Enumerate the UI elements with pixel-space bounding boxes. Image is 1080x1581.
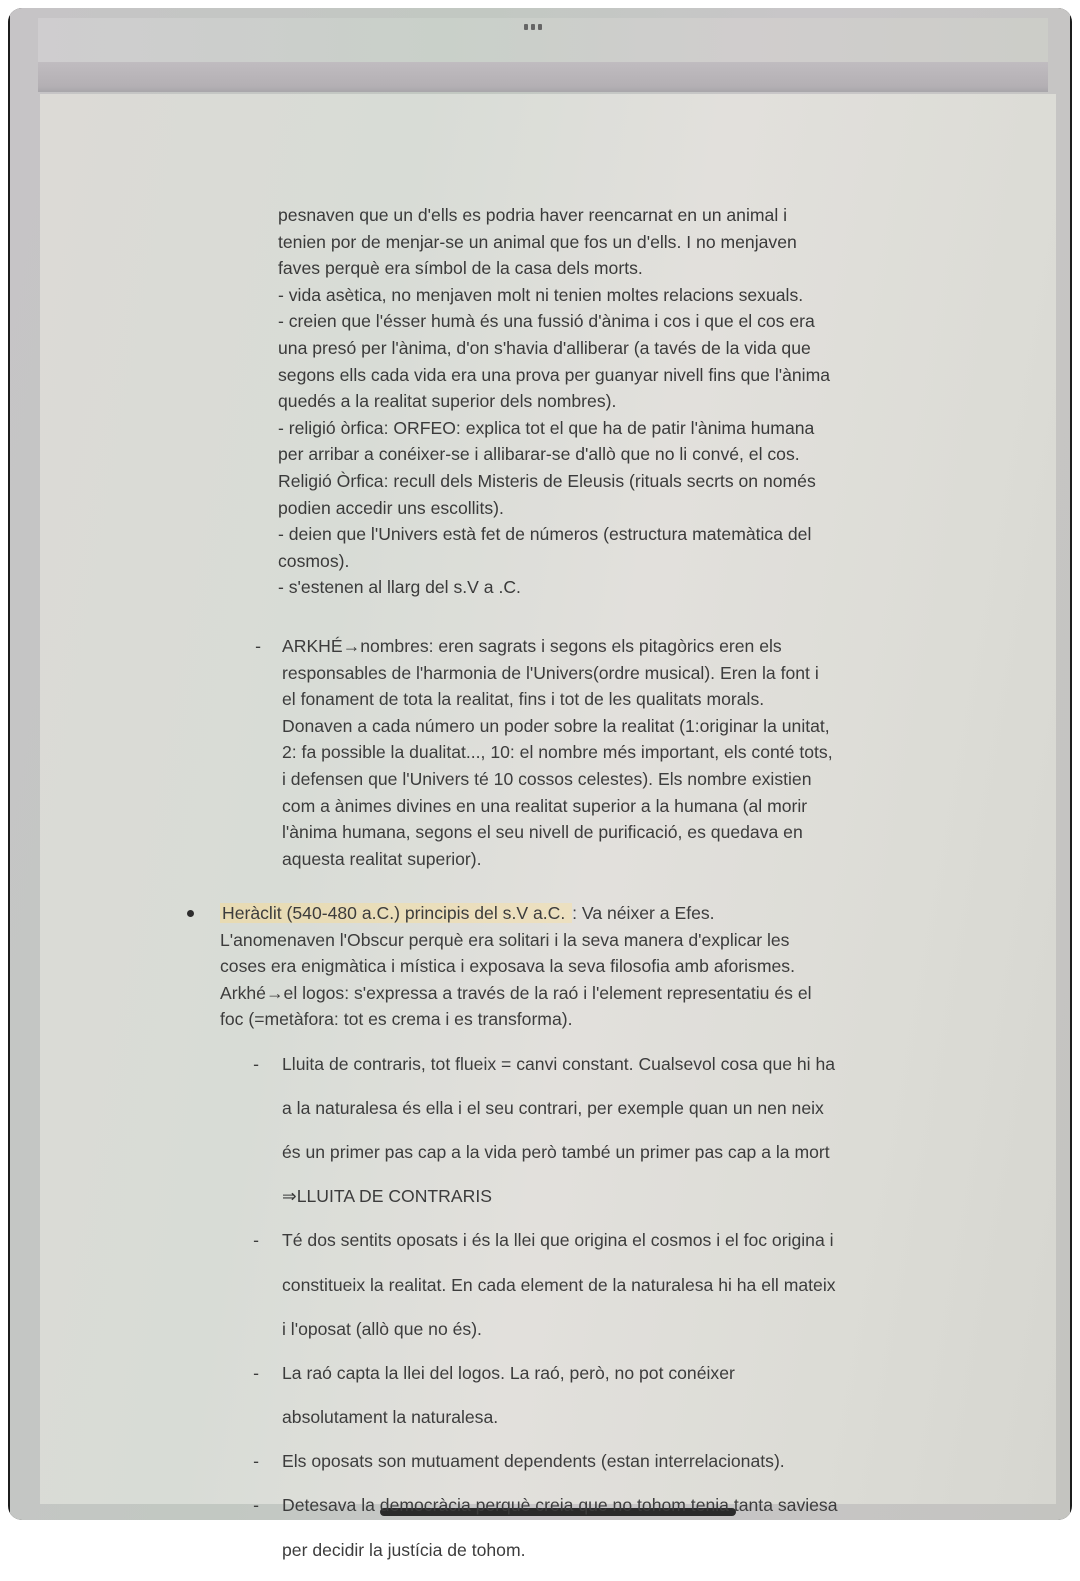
text-line: tenien por de menjar-se un animal que fos un d'ells. I no menjaven xyxy=(278,231,797,252)
pythagoreans-section xyxy=(278,202,938,601)
title-rest: : Va néixer a Efes. xyxy=(572,903,715,923)
grabber-dot xyxy=(538,24,542,30)
text-line: i l'oposat (allò que no és). xyxy=(282,1318,482,1339)
text-line: coses era enigmàtica i mística i exposava la seva filosofia amb aforismes. xyxy=(220,956,795,977)
bullet-icon xyxy=(187,910,194,917)
multitask-grabber-icon[interactable] xyxy=(524,24,546,30)
toolbar-divider xyxy=(38,62,1048,92)
text-line: Té dos sentits oposats i és la llei que origina el cosmos i el foc origina i xyxy=(282,1230,834,1251)
text-line: Els oposats son mutuament dependents (estan interrelacionats). xyxy=(282,1451,785,1472)
text-line: i defensen que l'Univers té 10 cossos celestes). Els nombre existien xyxy=(282,768,812,789)
text-line: Arkhé→el logos: s'expressa a través de la raó i l'element representatiu és el xyxy=(220,982,812,1003)
sub-list-item xyxy=(253,1492,942,1563)
highlighted-text: Heràclit (540-480 a.C.) principis del s.V a.C. xyxy=(222,903,571,923)
text-line: faves perquè era símbol de la casa dels morts. xyxy=(278,258,643,279)
text-line: segons ells cada vida era una prova per guanyar nivell fins que l'ànima xyxy=(278,364,831,385)
text-line: és un primer pas cap a la vida però també un primer pas cap a la mort xyxy=(282,1141,830,1162)
text-line: - religió òrfica: ORFEO: explica tot el que ha de patir l'ànima humana xyxy=(278,417,815,438)
dash-marker: - xyxy=(253,1053,259,1074)
text-line: responsables de l'harmonia de l'Univers(ordre musical). Eren la font i xyxy=(282,662,819,683)
text-line: L'anomenaven l'Obscur perquè era solitari i la seva manera d'explicar les xyxy=(220,929,790,950)
dash-marker: - xyxy=(253,1451,259,1472)
dash-marker: - xyxy=(253,1362,259,1383)
sub-list-item xyxy=(253,1448,942,1475)
text-line: ⇒LLUITA DE CONTRARIS xyxy=(282,1186,492,1207)
arkhe-list-item xyxy=(255,633,932,872)
text-line: a la naturalesa és ella i el seu contrari, per exemple quan un nen neix xyxy=(282,1097,824,1118)
dash-marker: - xyxy=(255,636,261,656)
text-line: una presó per l'ànima, d'on s'havia d'alliberar (a tavés de la vida que xyxy=(278,337,811,358)
text-line: quedés a la realitat superior dels nombres). xyxy=(278,391,617,412)
text-line: - deien que l'Univers està fet de números (estructura matemàtica del xyxy=(278,524,812,545)
text-line: - vida asètica, no menjaven molt ni tenien moltes relacions sexuals. xyxy=(278,284,804,305)
text-line: pesnaven que un d'ells es podria haver reencarnat en un animal i xyxy=(278,205,788,225)
text-line: constitueix la realitat. En cada element de la naturalesa hi ha ell mateix xyxy=(282,1274,836,1295)
text-line: Donaven a cada número un poder sobre la realitat (1:originar la unitat, xyxy=(282,715,830,736)
dash-marker: - xyxy=(253,1495,259,1516)
text-line: podien accedir uns escollits). xyxy=(278,497,504,518)
dash-marker: - xyxy=(253,1230,259,1251)
text-line: per arribar a conéixer-se i allibarar-se d'allò que no li convé, el cos. xyxy=(278,444,800,465)
heraclit-section xyxy=(220,900,920,1033)
text-line: 2: fa possible la dualitat..., 10: el nombre més important, els conté tots, xyxy=(282,742,833,763)
text-line: cosmos). xyxy=(278,550,350,571)
text-line: absolutament la naturalesa. xyxy=(282,1407,499,1428)
text-line: - creien que l'ésser humà és una fussió d'ànima i cos i que el cos era xyxy=(278,311,815,332)
text-line: per decidir la justícia de tohom. xyxy=(282,1539,526,1560)
sub-list-item xyxy=(253,1227,942,1342)
heraclit-title xyxy=(220,900,920,927)
grabber-dot xyxy=(524,24,528,30)
text-line: Lluita de contraris, tot flueix = canvi constant. Cualsevol cosa que hi ha xyxy=(282,1053,836,1074)
text-line: com a ànimes divines en una realitat superior a la humana (al morir xyxy=(282,795,808,816)
text-line: ARKHÉ→nombres: eren sagrats i segons els pitagòrics eren els xyxy=(282,636,782,656)
text-line: aquesta realitat superior). xyxy=(282,848,482,869)
text-line: Religió Òrfica: recull dels Misteris de Eleusis (rituals secrts on només xyxy=(278,470,816,491)
text-line: La raó capta la llei del logos. La raó, però, no pot conéixer xyxy=(282,1362,735,1383)
heraclit-sub-list xyxy=(253,1033,942,1581)
text-line: - s'estenen al llarg del s.V a .C. xyxy=(278,577,521,598)
text-line: Detesava la democràcia perquè creia que no tohom tenia tanta saviesa xyxy=(282,1495,838,1516)
text-line: l'ànima humana, segons el seu nivell de purificació, es quedava en xyxy=(282,822,803,843)
sub-list-item xyxy=(253,1360,942,1431)
text-line: el fonament de tota la realitat, fins i tot de les qualitats morals. xyxy=(282,689,765,710)
text-line: foc (=metàfora: tot es crema i es transforma). xyxy=(220,1009,573,1030)
sub-list-item xyxy=(253,1051,942,1210)
grabber-dot xyxy=(531,24,535,30)
